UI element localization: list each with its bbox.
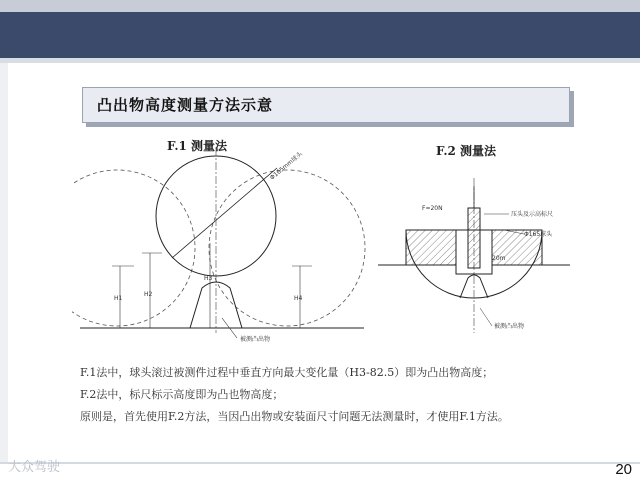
text-line-2: F.2法中，标尺标示高度即为凸也物高度；: [80, 388, 284, 401]
ball-label: Φ165球头: [524, 231, 553, 238]
ruler-label: 压头及示高标尺: [511, 211, 554, 218]
object-label: 被测凸出物: [494, 323, 525, 330]
top-strip: [0, 0, 640, 12]
text-line-3: 原则是，首先使用F.2方法，当因凸出物或安装面尺寸问题无法测量时，才使用F.1方法。: [80, 410, 509, 423]
text-line-1: F.1法中，球头滚过被测件过程中垂直方向最大变化量（H3-82.5）即为凸出物高度；: [80, 366, 494, 379]
left-edge: [0, 63, 8, 463]
dimension-label: 20m: [492, 255, 506, 262]
header-underline: [0, 58, 640, 63]
slide-title: 凸出物高度测量方法示意: [97, 96, 274, 114]
header-bar: [0, 12, 640, 58]
object-label: 被测凸出物: [240, 336, 271, 343]
figure-2-diagram: [374, 168, 574, 338]
height-label-h2: H2: [144, 291, 153, 298]
footer-bar: [0, 462, 640, 464]
figure-2-caption: F.2 测量法: [436, 144, 497, 158]
height-label-h3: H3: [204, 275, 213, 282]
title-box: [82, 87, 570, 123]
right-ball-path: [209, 170, 365, 326]
force-label: F=20N: [422, 205, 443, 212]
watermark-logo: 大众驾驶: [8, 460, 61, 475]
ball-dimension-label: Φ165mm球头: [268, 150, 304, 182]
page-number: 20: [615, 461, 632, 478]
left-ball-path: [72, 170, 195, 326]
figure-1-diagram: [72, 148, 372, 346]
height-label-h1: H1: [114, 295, 123, 302]
height-label-h4: H4: [294, 295, 303, 302]
figure-1-caption: F.1 测量法: [167, 139, 228, 153]
